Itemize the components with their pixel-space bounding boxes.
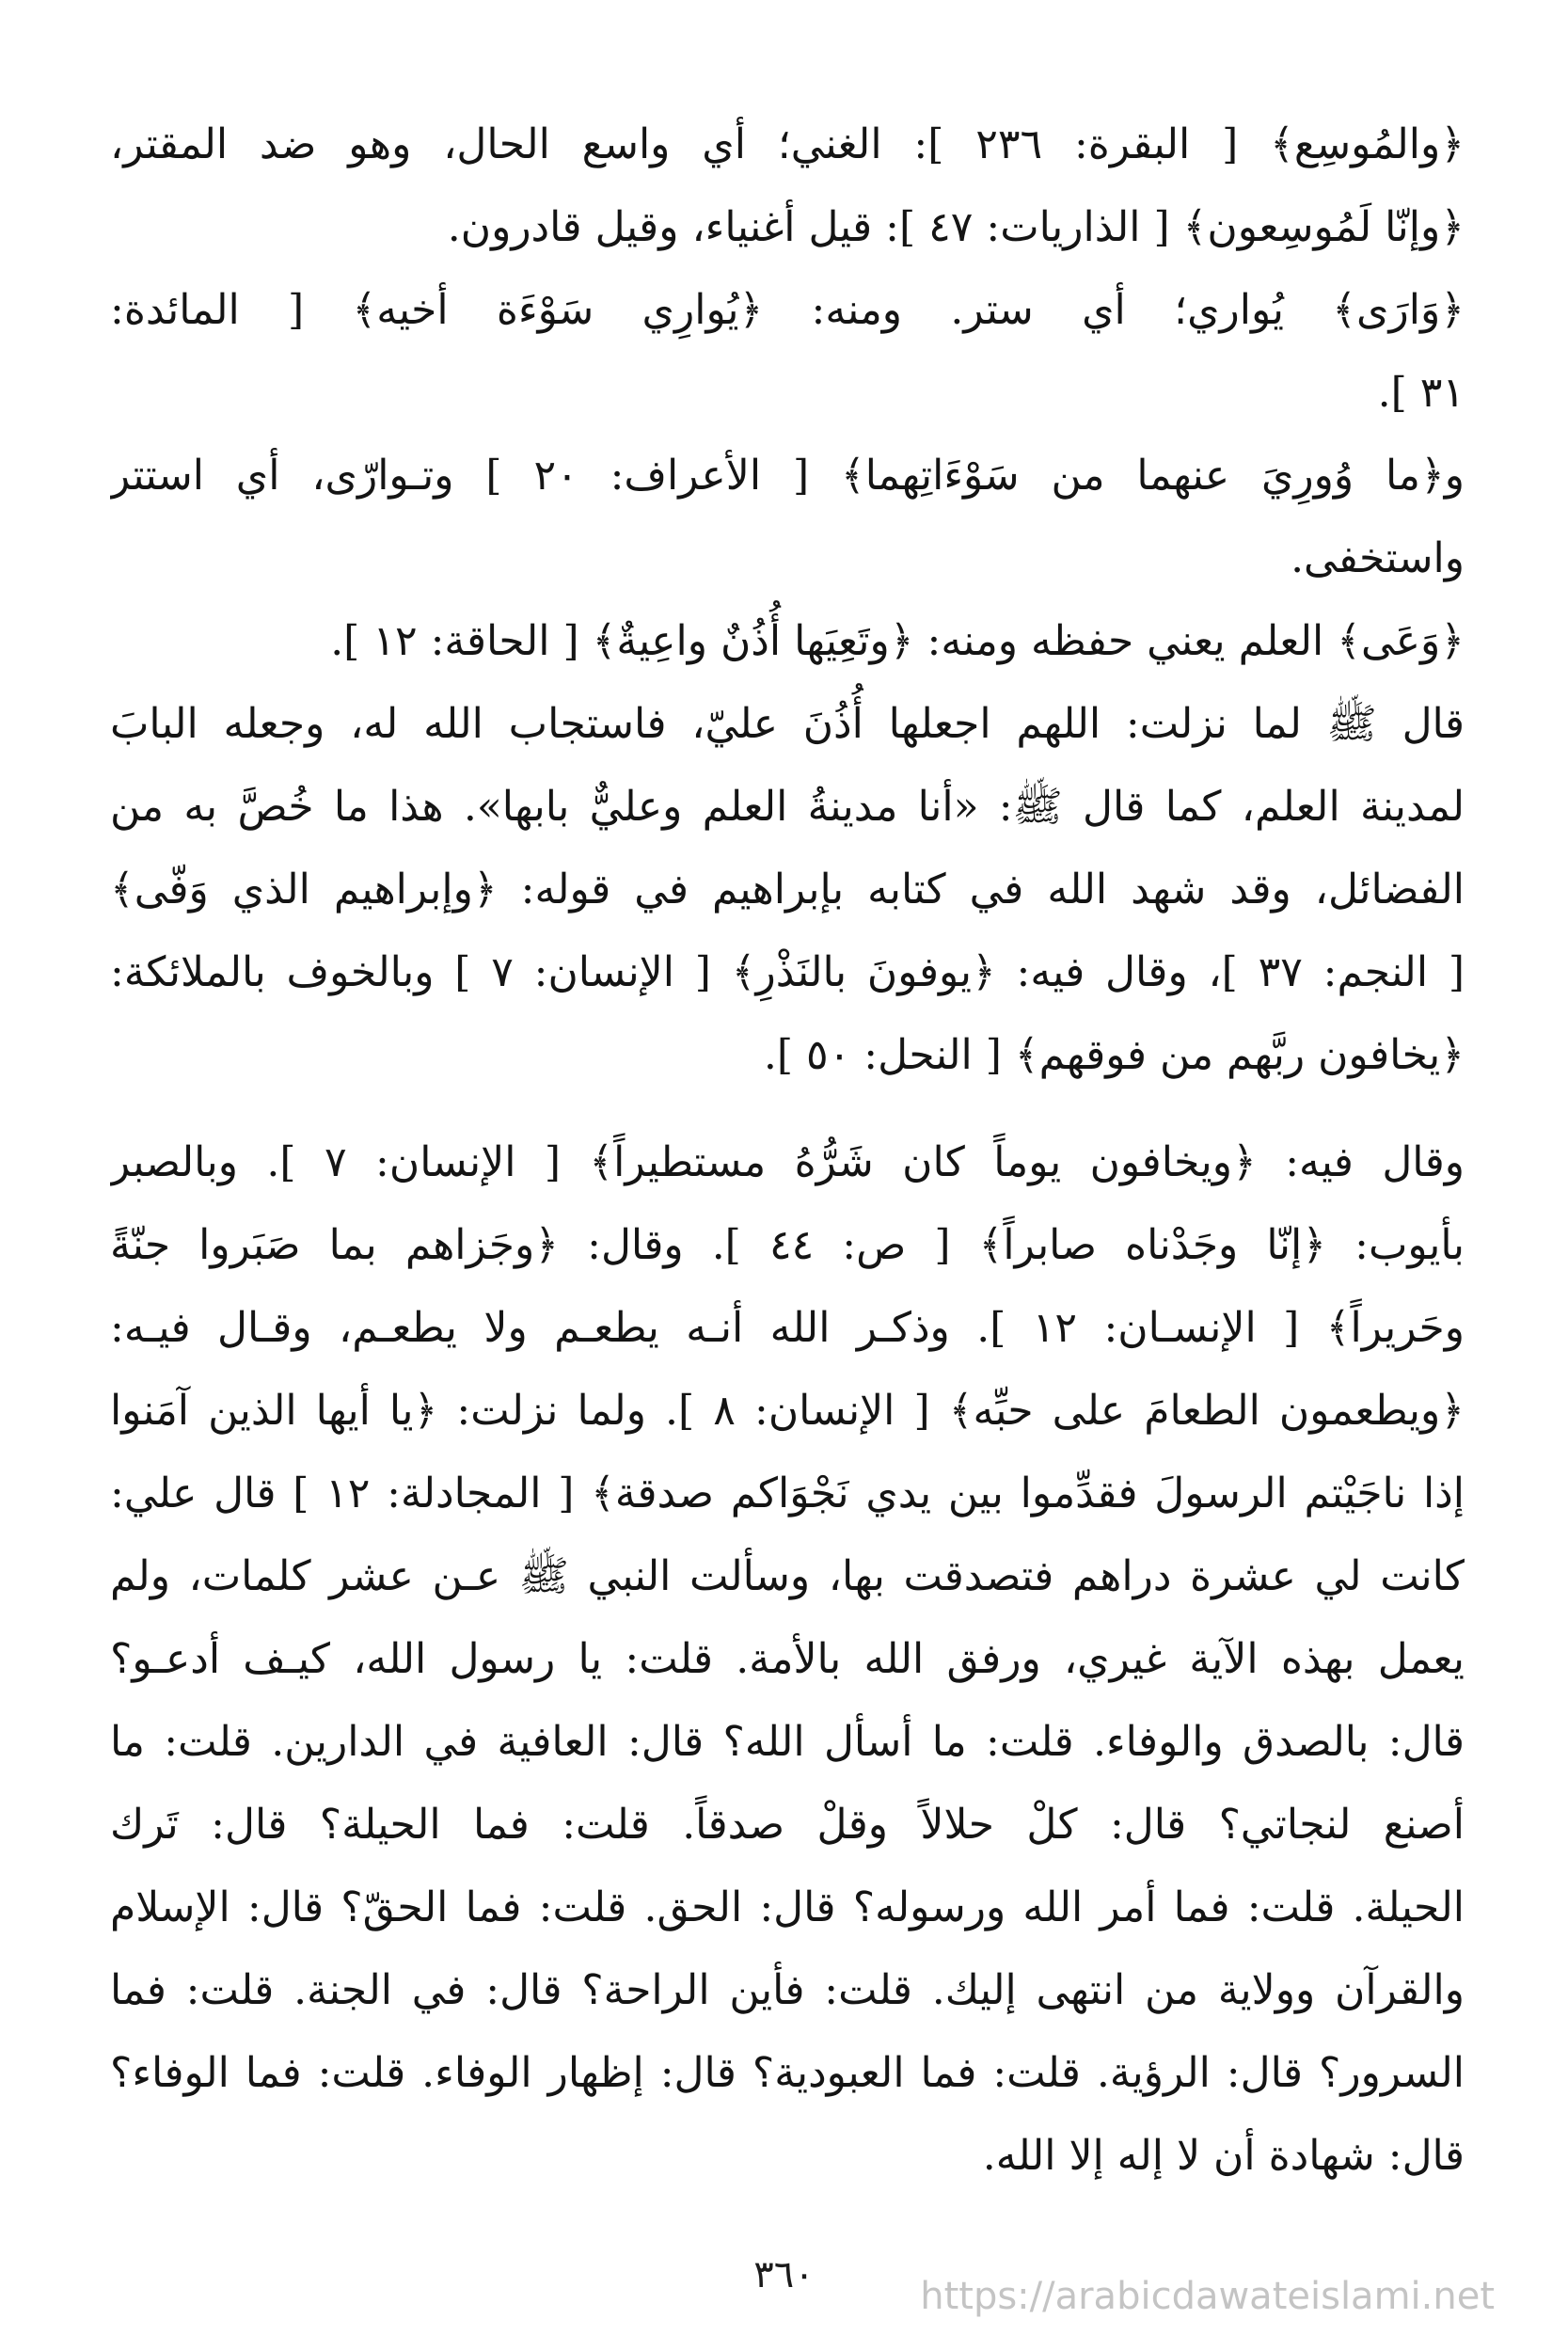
text-line: ﴿والمُوسِع﴾ [ البقرة: ٢٣٦ ]: الغني؛ أي واسع الحال، وهو ضد المقتر، [110, 120, 1465, 168]
text-line: قال ﷺ لما نزلت: اللهم اجعلها أُذُنَ عليّ، فاستجاب الله له، وجعله البابَ [110, 700, 1465, 748]
text-line: السرور؟ قال: الرؤية. قلت: فما العبودية؟ قال: إظهار الوفاء. قلت: فما الوفاء؟ [110, 2049, 1465, 2097]
text-line: قال: شهادة أن لا إله إلا الله. [982, 2132, 1465, 2180]
text-line: الفضائل، وقد شهد الله في كتابه بإبراهيم في قوله: ﴿وإبراهيم الذي وَفّى﴾ [110, 866, 1465, 913]
page-body [110, 103, 1465, 2230]
text-line: ٣١ ]. [1377, 369, 1465, 417]
text-line: و﴿ما وُورِيَ عنهما من سَوْءَاتِهما﴾ [ الأعراف: ٢٠ ] وتـوارّى، أي استتر [110, 452, 1465, 500]
text-line: الحيلة. قلت: فما أمر الله ورسوله؟ قال: الحق. قلت: فما الحقّ؟ قال: الإسلام [110, 1883, 1465, 1931]
text-line: والقرآن وولاية من انتهى إليك. قلت: فأين الراحة؟ قال: في الجنة. قلت: فما [110, 1966, 1465, 2014]
text-line: وحَريراً﴾ [ الإنسـان: ١٢ ]. وذكـر الله أنـه يطعـم ولا يطعـم، وقـال فيـه: [110, 1304, 1465, 1352]
text-line: واستخفى. [1291, 534, 1465, 582]
text-line: ﴿وَارَى﴾ يُواري؛ أي ستر. ومنه: ﴿يُوارِي سَوْءَة أخيه﴾ [ المائدة: [110, 286, 1465, 334]
text-line: كانت لي عشرة دراهم فتصدقت بها، وسألت النبي ﷺ عـن عشر كلمات، ولم [110, 1552, 1465, 1600]
text-line: يعمل بهذه الآية غيري، ورفق الله بالأمة. قلت: يا رسول الله، كيـف أدعـو؟ [110, 1635, 1465, 1683]
text-line: إذا ناجَيْتم الرسولَ فقدِّموا بين يدي نَجْوَاكم صدقة﴾ [ المجادلة: ١٢ ] قال علي: [110, 1469, 1465, 1517]
text-line: قال: بالصدق والوفاء. قلت: ما أسأل الله؟ قال: العافية في الدارين. قلت: ما [110, 1718, 1465, 1766]
page-number: ٣٦٠ [753, 2253, 815, 2296]
watermark: https://arabicdawateislami.net [920, 2275, 1495, 2318]
text-line: بأيوب: ﴿إنّا وجَدْناه صابراً﴾ [ ص: ٤٤ ]. وقال: ﴿وجَزاهم بما صَبَروا جنّةً [110, 1221, 1465, 1269]
text-line: أصنع لنجاتي؟ قال: كلْ حلالاً وقلْ صدقاً. قلت: فما الحيلة؟ قال: تَرك [110, 1801, 1465, 1849]
text-line: ﴿وَعَى﴾ العلم يعني حفظه ومنه: ﴿وتَعِيَها أُذُنٌ واعِيةٌ﴾ [ الحاقة: ١٢ ]. [330, 617, 1465, 665]
paragraph-gap [110, 1097, 1465, 1121]
text-line: ﴿وإنّا لَمُوسِعون﴾ [ الذاريات: ٤٧ ]: قيل أغنياء، وقيل قادرون. [447, 203, 1465, 251]
text-line: [ النجم: ٣٧ ]، وقال فيه: ﴿يوفونَ بالنَذْرِ﴾ [ الإنسان: ٧ ] وبالخوف بالملائكة: [110, 948, 1465, 996]
text-line: ﴿ويطعمون الطعامَ على حبِّه﴾ [ الإنسان: ٨ ]. ولما نزلت: ﴿يا أيها الذين آمَنوا [110, 1387, 1465, 1435]
text-line: ﴿يخافون ربَّهم من فوقهم﴾ [ النحل: ٥٠ ]. [763, 1031, 1465, 1079]
text-line: لمدينة العلم، كما قال ﷺ: «أنا مدينةُ العلم وعليٌّ بابها». هذا ما خُصَّ به من [110, 783, 1465, 831]
text-line: وقال فيه: ﴿ويخافون يوماً كان شَرُّهُ مستطيراً﴾ [ الإنسان: ٧ ]. وبالصبر [110, 1138, 1465, 1186]
